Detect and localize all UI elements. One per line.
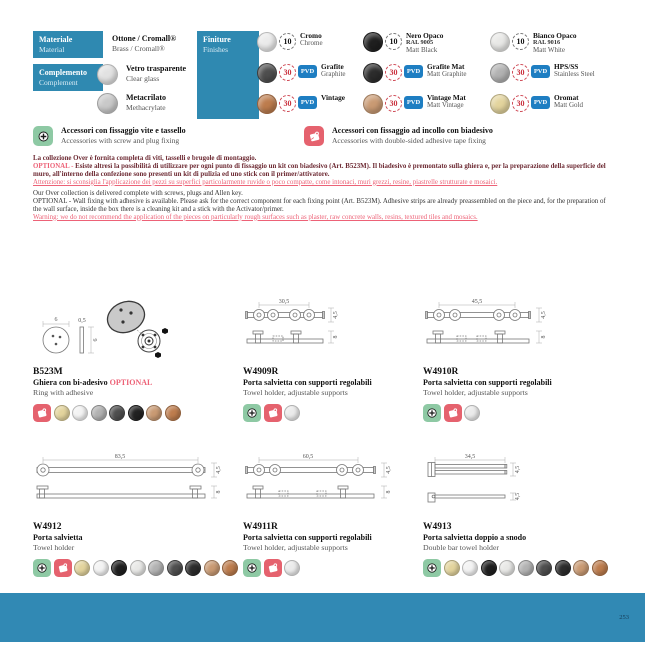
dim-width: 34,5 (464, 454, 476, 460)
years-value: 10 (389, 37, 398, 46)
adhesive-icon (307, 129, 322, 144)
complement-swatch (97, 93, 118, 114)
pvd-badge: PVD (404, 96, 423, 109)
product-name-it: Porta salvietta (33, 533, 83, 543)
finish-dot (499, 560, 515, 576)
adhesive-fixing-icon (264, 559, 282, 577)
years-value: 30 (389, 68, 398, 77)
finish-swatch (257, 63, 277, 83)
finish-item-oromat (490, 94, 611, 125)
finish-dot (573, 560, 589, 576)
screw-fixing-icon (33, 559, 51, 577)
technical-drawing-towel-holder (423, 296, 553, 360)
dim-height: 8 (386, 490, 392, 494)
screw-icon (36, 129, 51, 144)
finish-ral: RAL 9016 (533, 39, 561, 47)
finish-dot (72, 405, 88, 421)
product-code: W4910R (423, 367, 459, 377)
dim-width: 83,5 (114, 454, 126, 460)
dim-height: 6 (93, 338, 99, 342)
page-number: 253 (619, 614, 629, 621)
fixing-screw-en: Accessories with screw and plug fixing (61, 136, 180, 145)
product-name-en: Towel holder, adjustable supports (243, 543, 348, 553)
finish-swatch (257, 32, 277, 52)
finish-swatch (490, 94, 510, 114)
finish-dot (93, 560, 109, 576)
finish-name-it: Grafite (321, 62, 344, 71)
intro-it-optional (33, 163, 613, 178)
product-card-w4913 (423, 451, 608, 577)
product-card-b523m (33, 296, 233, 422)
complement-it: Vetro trasparente (126, 64, 187, 73)
finish-options-row (243, 559, 418, 577)
adhesive-fixing-icon (304, 126, 324, 146)
finish-swatch (363, 32, 383, 52)
finishes-grid (257, 32, 611, 125)
dim-thickness: 0,5 (78, 318, 86, 324)
material-value-en: Brass / Cromall® (112, 44, 165, 53)
product-code: B523M (33, 367, 63, 377)
adhesive-fixing-icon (444, 404, 462, 422)
finish-name-it: Bianco Opaco (533, 31, 577, 40)
finish-name-it: Vintage (321, 93, 346, 102)
finish-options-row (423, 559, 608, 577)
product-name-it: Porta salvietta con supporti regolabili (243, 378, 372, 388)
screw-fixing-icon (423, 404, 441, 422)
finish-dot (128, 405, 144, 421)
dim-width: 45,5 (471, 299, 483, 305)
finish-dot (536, 560, 552, 576)
finish-name-en: Stainless Steel (554, 70, 595, 79)
product-name-it: Porta salvietta con supporti regolabili (423, 378, 552, 388)
years-value: 30 (389, 99, 398, 108)
years-badge (279, 64, 296, 81)
finish-item-grafite (257, 63, 363, 94)
finish-swatch (363, 94, 383, 114)
finiture-label-it: Finiture (203, 35, 231, 44)
finish-options-row (33, 404, 233, 422)
finish-name-en: Matt Graphite (427, 70, 467, 79)
adhesive-fixing-icon (33, 404, 51, 422)
pvd-badge: PVD (298, 65, 317, 78)
finish-dot (444, 560, 460, 576)
finish-item-vintage-mat (363, 94, 490, 125)
technical-drawing-towel-holder (243, 296, 343, 360)
finish-name-en: Matt White (533, 45, 565, 54)
product-code: W4911R (243, 522, 278, 532)
pvd-badge: PVD (298, 96, 317, 109)
finish-name-en: Matt Gold (554, 101, 583, 110)
finish-options-row (33, 559, 243, 577)
materiale-label-it: Materiale (39, 35, 73, 44)
screw-fixing-icon (33, 126, 53, 146)
finish-dot (109, 405, 125, 421)
finish-dot (54, 405, 70, 421)
optional-tag: OPTIONAL (109, 378, 153, 388)
dim-height: 8 (541, 335, 547, 339)
material-value-it: Ottone / Cromall® (112, 34, 177, 43)
dim-height: 8 (333, 335, 339, 339)
finish-name-it: Grafite Mat (427, 62, 465, 71)
finish-ral: RAL 9005 (406, 39, 434, 47)
dim-width: 30,5 (278, 299, 290, 305)
years-value: 30 (283, 99, 292, 108)
years-badge (279, 33, 296, 50)
product-name-en: Towel holder, adjustable supports (243, 388, 348, 398)
finish-dot (284, 405, 300, 421)
pvd-badge: PVD (531, 65, 550, 78)
years-value: 30 (516, 68, 525, 77)
finish-swatch (257, 94, 277, 114)
intro-english (33, 190, 613, 222)
finish-dot (185, 560, 201, 576)
technical-drawing-ring (33, 296, 173, 360)
materiale-label-en: Material (39, 45, 65, 54)
complemento-label-en: Complement (39, 78, 78, 87)
finish-dot (555, 560, 571, 576)
finish-name-en: Chrome (300, 39, 323, 48)
complement-en: Methacrylate (126, 103, 166, 112)
adhesive-fixing-icon (54, 559, 72, 577)
fixing-legend-screw (33, 126, 186, 146)
years-value: 30 (516, 99, 525, 108)
finish-dot (462, 560, 478, 576)
years-badge (385, 64, 402, 81)
finish-item-grafite-mat (363, 63, 490, 94)
years-badge (385, 33, 402, 50)
years-badge (512, 64, 529, 81)
complement-item (97, 64, 186, 85)
dim-depth: 4,5 (515, 465, 521, 474)
finish-item-hps-ss (490, 63, 611, 94)
years-value: 10 (516, 37, 525, 46)
finiture-label-en: Finishes (203, 45, 229, 54)
intro-italian (33, 155, 613, 187)
pvd-badge: PVD (404, 65, 423, 78)
finish-item-cromo (257, 32, 363, 63)
pvd-badge: PVD (531, 96, 550, 109)
product-name-en: Towel holder, adjustable supports (423, 388, 528, 398)
years-badge (512, 33, 529, 50)
intro-en-warning: Warning: we do not recommend the application of the pieces on particularly rough surfaces such as plaster, raw concrete walls, resins, textured tiles and mosaics. (33, 213, 478, 221)
complemento-box (33, 64, 103, 91)
finish-swatch (363, 63, 383, 83)
complement-en: Clear glass (126, 74, 160, 83)
finish-name-en: Matt Black (406, 45, 438, 54)
intro-it-optional-text: Esiste altresì la possibilità di utilizzare per ogni punto di fissaggio un kit con biadesivo (Art. B523M). Il biadesivo è premontato sulla ghiera e, per la preparazione della superficie del muro, all'interno della confezione sono presenti un kit di pulizia ed uno stick con il primer/attivatore. (33, 163, 606, 178)
finish-name-en: Matt Vintage (427, 101, 464, 110)
product-name-en: Towel holder (33, 543, 75, 553)
finish-item-bianco-opaco (490, 32, 611, 63)
product-name-en: Double bar towel holder (423, 543, 499, 553)
finish-dot (146, 405, 162, 421)
finish-dot (165, 405, 181, 421)
years-value: 30 (283, 68, 292, 77)
product-name-en: Ring with adhesive (33, 388, 94, 398)
intro-en-line1: Our Over collection is delivered complete with screws, plugs and Allen key. (33, 190, 243, 197)
finish-item-vintage (257, 94, 363, 125)
product-code: W4909R (243, 367, 279, 377)
product-name-it: Porta salvietta con supporti regolabili (243, 533, 372, 543)
product-code: W4913 (423, 522, 452, 532)
technical-drawing-double-bar (423, 451, 523, 515)
finish-swatch (490, 32, 510, 52)
finiture-box (197, 31, 259, 119)
finish-dot (167, 560, 183, 576)
material-value (112, 34, 176, 53)
product-name-it: Porta salvietta doppio a snodo (423, 533, 527, 543)
finish-swatch (490, 63, 510, 83)
dim-height: 8 (216, 490, 222, 494)
intro-it-line1: La collezione Over è fornita completa di viti, tasselli e brugole di montaggio. (33, 155, 257, 162)
finish-name-it: Vintage Mat (427, 93, 466, 102)
finish-options-row (243, 404, 418, 422)
technical-drawing-towel-holder (243, 451, 398, 515)
intro-en-optional: OPTIONAL - Wall fixing with adhesive is available. Please ask for the correct component for each fixing point (Art. B523M). Adhesive strips are already preassembled on the piece and, for the preparation of the wall surface, inside the box there is a cleaning kit and a stick with the Activator/primer. (33, 198, 606, 213)
screw-fixing-icon (243, 404, 261, 422)
finish-name-en: Graphite (321, 70, 346, 79)
years-badge (279, 95, 296, 112)
finish-dot (464, 405, 480, 421)
years-badge (512, 95, 529, 112)
product-name-it (33, 378, 233, 388)
product-card-w4910r (423, 296, 608, 422)
dim-width: 6 (54, 317, 58, 323)
finish-name-it: Oromat (554, 93, 579, 102)
complement-item (97, 93, 166, 114)
product-name-it-text: Ghiera con bi-adesivo (33, 378, 108, 388)
dim-depth: 4,5 (333, 311, 339, 319)
screw-fixing-icon (243, 559, 261, 577)
dim-width: 60,5 (302, 454, 314, 460)
dim-height: 4,5 (515, 492, 521, 501)
complement-swatch (97, 64, 118, 85)
finish-dot (130, 560, 146, 576)
years-badge (385, 95, 402, 112)
finish-item-nero-opaco (363, 32, 490, 63)
finish-dot (91, 405, 107, 421)
fixing-screw-it: Accessori con fissaggio vite e tassello (61, 126, 186, 135)
product-code: W4912 (33, 522, 62, 532)
finish-dot (148, 560, 164, 576)
product-card-w4912 (33, 451, 243, 577)
finish-options-row (423, 404, 608, 422)
finish-name-it: Nero Opaco (406, 31, 444, 40)
dim-depth: 4,5 (216, 466, 222, 474)
intro-it-warning: Attenzione: si sconsiglia l'applicazione dei pezzi su superfici particolarmente ruvide o poco compatte, come intonaci, muri grezzi, resine, piastrelle strutturate e mosaici. (33, 178, 498, 186)
technical-drawing-towel-holder (33, 451, 228, 515)
dim-depth: 4,5 (541, 311, 547, 319)
complement-it: Metacrilato (126, 93, 166, 102)
footer-bar (0, 593, 645, 642)
finish-dot (204, 560, 220, 576)
finish-dot (592, 560, 608, 576)
complemento-label-it: Complemento (39, 68, 87, 77)
finish-dot (74, 560, 90, 576)
dim-depth: 4,5 (386, 466, 392, 474)
fixing-adhesive-it: Accessori con fissaggio ad incollo con biadesivo (332, 126, 493, 135)
finish-dot (222, 560, 238, 576)
finish-name-it: Cromo (300, 31, 322, 40)
fixing-legend-adhesive (304, 126, 493, 146)
adhesive-fixing-icon (264, 404, 282, 422)
finish-dot (518, 560, 534, 576)
finish-dot (284, 560, 300, 576)
product-card-w4911r (243, 451, 418, 577)
finish-dot (481, 560, 497, 576)
finish-dot (111, 560, 127, 576)
fixing-adhesive-en: Accessories with double-sided adhesive tape fixing (332, 136, 486, 145)
materiale-box (33, 31, 103, 58)
product-card-w4909r (243, 296, 418, 422)
optional-label: OPTIONAL - (33, 163, 76, 171)
years-value: 10 (283, 37, 292, 46)
screw-fixing-icon (423, 559, 441, 577)
finish-name-it: HPS/SS (554, 62, 579, 71)
